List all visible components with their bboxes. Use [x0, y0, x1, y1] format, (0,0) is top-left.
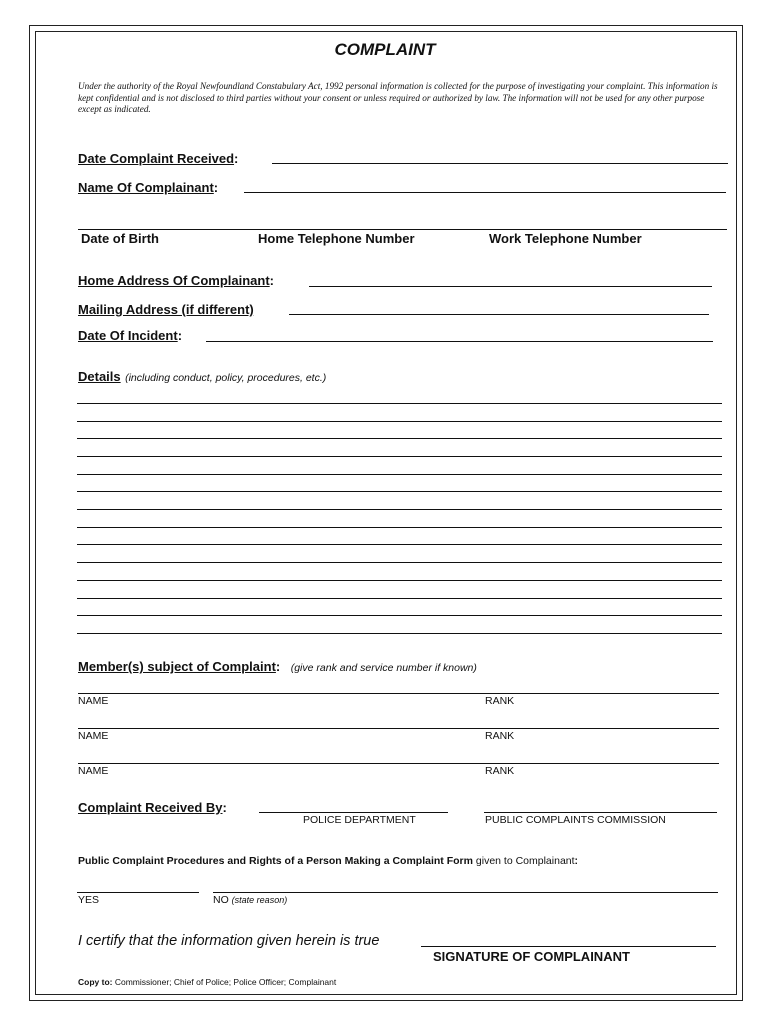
member-3-field[interactable]	[78, 763, 719, 764]
complainant-name-row	[78, 180, 218, 195]
procedures-rest: given to Complainant	[472, 855, 575, 867]
incident-date-field[interactable]	[206, 341, 713, 342]
pcc-field[interactable]	[484, 812, 717, 813]
details-line[interactable]	[77, 456, 722, 457]
colon: :	[275, 659, 281, 674]
member-1-field[interactable]	[78, 693, 719, 694]
colon: :	[574, 855, 579, 867]
colon: :	[177, 328, 183, 343]
details-line[interactable]	[77, 403, 722, 404]
date-received-label: Date Complaint Received	[78, 151, 235, 166]
colon: :	[234, 151, 239, 166]
member-3-rank-caption: RANK	[485, 765, 515, 777]
home-address-field[interactable]	[309, 286, 712, 287]
members-hint: (give rank and service number if known)	[290, 662, 477, 674]
details-label: Details	[78, 369, 121, 384]
mailing-address-label: Mailing Address (if different)	[78, 302, 254, 317]
details-line[interactable]	[77, 615, 722, 616]
colon: :	[213, 180, 219, 195]
home-address-label: Home Address Of Complainant	[78, 273, 270, 288]
member-1-name-caption: NAME	[78, 695, 109, 707]
copy-to-label: Copy to:	[78, 977, 113, 987]
copy-to-list: Commissioner; Chief of Police; Police Officer; Complainant	[114, 977, 337, 987]
details-line[interactable]	[77, 491, 722, 492]
details-row	[78, 368, 326, 386]
complainant-name-field[interactable]	[244, 192, 726, 193]
incident-date-label: Date Of Incident	[78, 328, 178, 343]
details-line[interactable]	[77, 598, 722, 599]
details-line[interactable]	[77, 527, 722, 528]
details-line[interactable]	[77, 562, 722, 563]
received-by-row	[78, 800, 227, 815]
procedures-label: Public Complaint Procedures and Rights of a Person Making a Complaint Form	[78, 855, 473, 867]
incident-date-row	[78, 328, 182, 343]
date-received-row	[78, 151, 238, 166]
details-line[interactable]	[77, 544, 722, 545]
member-2-field[interactable]	[78, 728, 719, 729]
copy-to-row	[78, 977, 336, 987]
details-line[interactable]	[77, 474, 722, 475]
signature-caption: SIGNATURE OF COMPLAINANT	[433, 949, 630, 964]
pcc-caption: PUBLIC COMPLAINTS COMMISSION	[485, 814, 666, 826]
members-label-group	[78, 659, 280, 674]
details-line[interactable]	[77, 633, 722, 634]
certify-statement: I certify that the information given herein is true	[78, 933, 380, 949]
form-title: COMPLAINT	[334, 40, 436, 59]
details-line[interactable]	[77, 580, 722, 581]
details-line[interactable]	[77, 509, 722, 510]
complainant-name-label: Name Of Complainant	[78, 180, 214, 195]
home-phone-label: Home Telephone Number	[258, 231, 415, 246]
dob-label: Date of Birth	[81, 231, 159, 246]
form-inner-border	[35, 31, 737, 995]
mailing-address-field[interactable]	[289, 314, 709, 315]
colon: :	[269, 273, 274, 288]
member-1-rank-caption: RANK	[485, 695, 515, 707]
date-received-field[interactable]	[272, 163, 728, 164]
colon: :	[222, 800, 227, 815]
no-reason-field[interactable]	[213, 892, 718, 893]
yes-field[interactable]	[77, 892, 199, 893]
member-2-name-caption: NAME	[78, 730, 109, 742]
members-row	[78, 658, 477, 676]
details-hint: (including conduct, policy, procedures, etc.)	[125, 372, 327, 384]
contact-info-field[interactable]	[78, 229, 727, 230]
members-label: Member(s) subject of Complaint	[78, 659, 276, 674]
member-3-name-caption: NAME	[78, 765, 109, 777]
details-line[interactable]	[77, 438, 722, 439]
procedures-row	[78, 855, 578, 867]
work-phone-label: Work Telephone Number	[489, 231, 642, 246]
received-by-label: Complaint Received By	[78, 800, 223, 815]
member-2-rank-caption: RANK	[485, 730, 515, 742]
police-department-caption: POLICE DEPARTMENT	[303, 814, 416, 826]
details-line[interactable]	[77, 421, 722, 422]
police-department-field[interactable]	[259, 812, 448, 813]
no-caption: NO	[213, 894, 229, 906]
signature-field[interactable]	[421, 946, 716, 947]
no-hint: (state reason)	[231, 895, 288, 905]
home-address-row	[78, 273, 274, 288]
no-caption-row	[213, 894, 287, 906]
yes-caption: YES	[78, 894, 100, 906]
privacy-notice: Under the authority of the Royal Newfoundland Constabulary Act, 1992 personal information is collected for the purpose of investigating your complaint. This information is kept confidential and is not disclosed to third parties without your consent or unless required or authorized by law. The information will not be used for any other purpose except as indicated.	[78, 81, 718, 115]
